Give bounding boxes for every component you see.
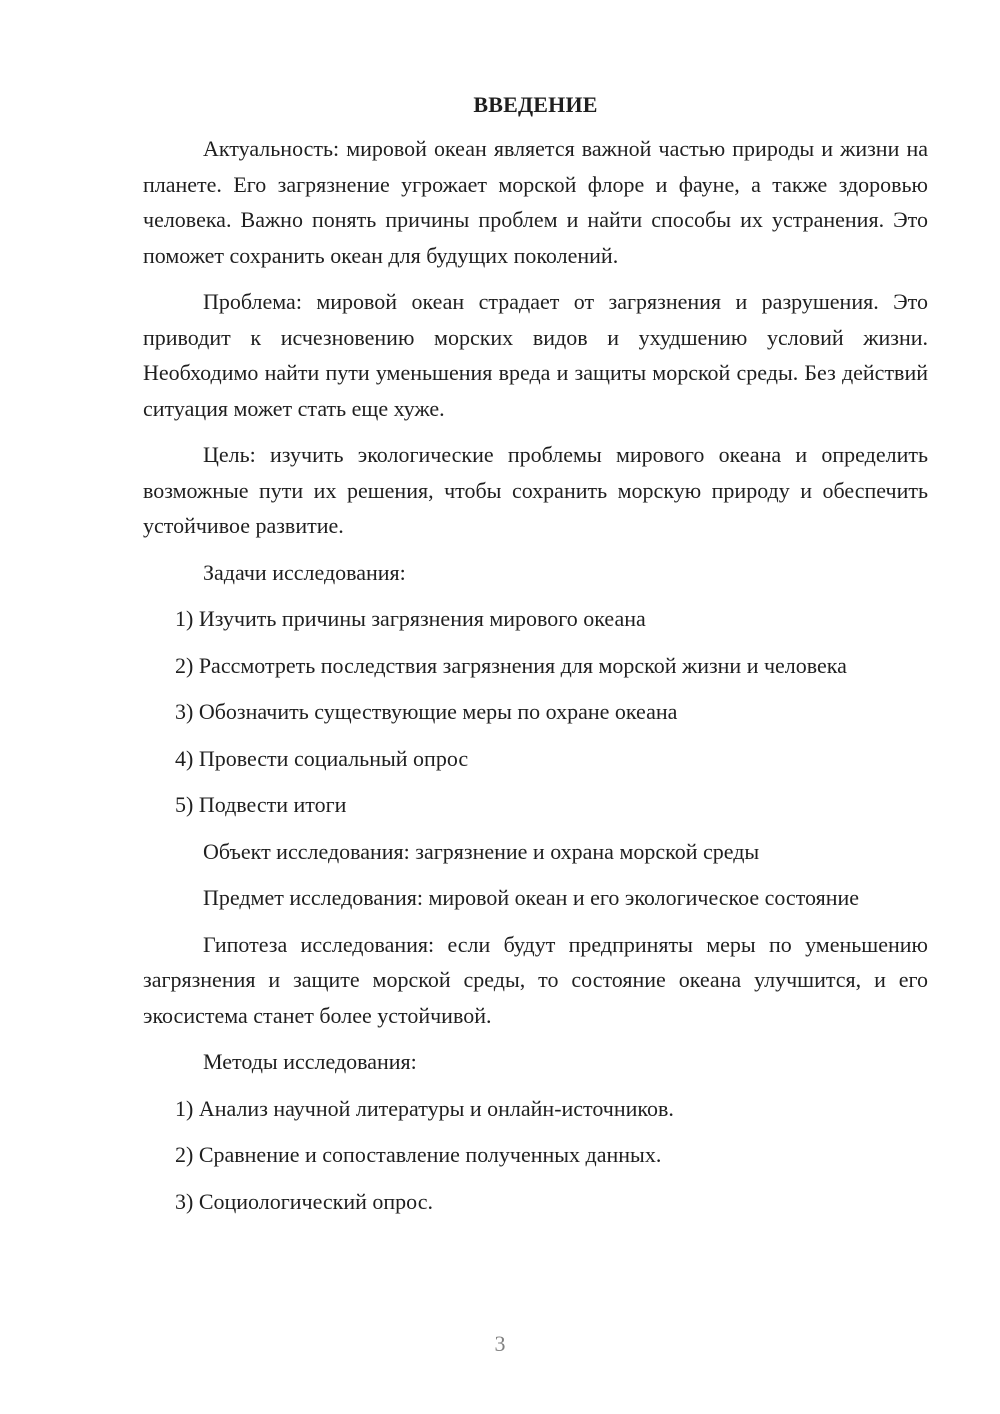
goal-paragraph: Цель: изучить экологические проблемы мирового океана и определить возможные пути их решения, чтобы сохранить морскую природу и обеспечить устойчивое развитие.: [143, 442, 928, 538]
task-item-1: 1) Изучить причины загрязнения мирового океана: [175, 606, 646, 631]
page-title: ВВЕДЕНИЕ: [473, 92, 598, 117]
object-paragraph: Объект исследования: загрязнение и охрана морской среды: [203, 838, 760, 864]
task-item-5: 5) Подвести итоги: [175, 792, 347, 817]
method-item-2: 2) Сравнение и сопоставление полученных данных.: [175, 1142, 662, 1167]
task-item-4: 4) Провести социальный опрос: [175, 745, 469, 771]
relevance-paragraph: Актуальность: мировой океан является важной частью природы и жизни на планете. Его загрязнение угрожает морской флоре и фауне, а также здоровью человека. Важно понять причины проблем и найти способы их устранения. Это поможет сохранить океан для будущих поколений.: [143, 136, 928, 268]
task-item-3: 3) Обозначить существующие меры по охране океана: [175, 699, 678, 724]
document-page: [143, 88, 928, 1219]
problem-paragraph: Проблема: мировой океан страдает от загрязнения и разрушения. Это приводит к исчезновению морских видов и ухудшению условий жизни. Необходимо найти пути уменьшения вреда и защиты морской среды. Без действий ситуация может стать еще хуже.: [143, 289, 928, 421]
methods-heading: Методы исследования:: [203, 1049, 417, 1074]
method-item-1: 1) Анализ научной литературы и онлайн-источников.: [175, 1095, 674, 1121]
task-item-2: 2) Рассмотреть последствия загрязнения для морской жизни и человека: [175, 652, 847, 678]
method-item-3: 3) Социологический опрос.: [175, 1188, 433, 1214]
subject-paragraph: Предмет исследования: мировой океан и его экологическое состояние: [203, 885, 860, 910]
tasks-heading: Задачи исследования:: [203, 559, 406, 585]
hypothesis-paragraph: Гипотеза исследования: если будут предприняты меры по уменьшению загрязнения и защите морской среды, то состояние океана улучшится, и его экосистема станет более устойчивой.: [143, 931, 928, 1028]
page-number: 3: [494, 1331, 506, 1356]
